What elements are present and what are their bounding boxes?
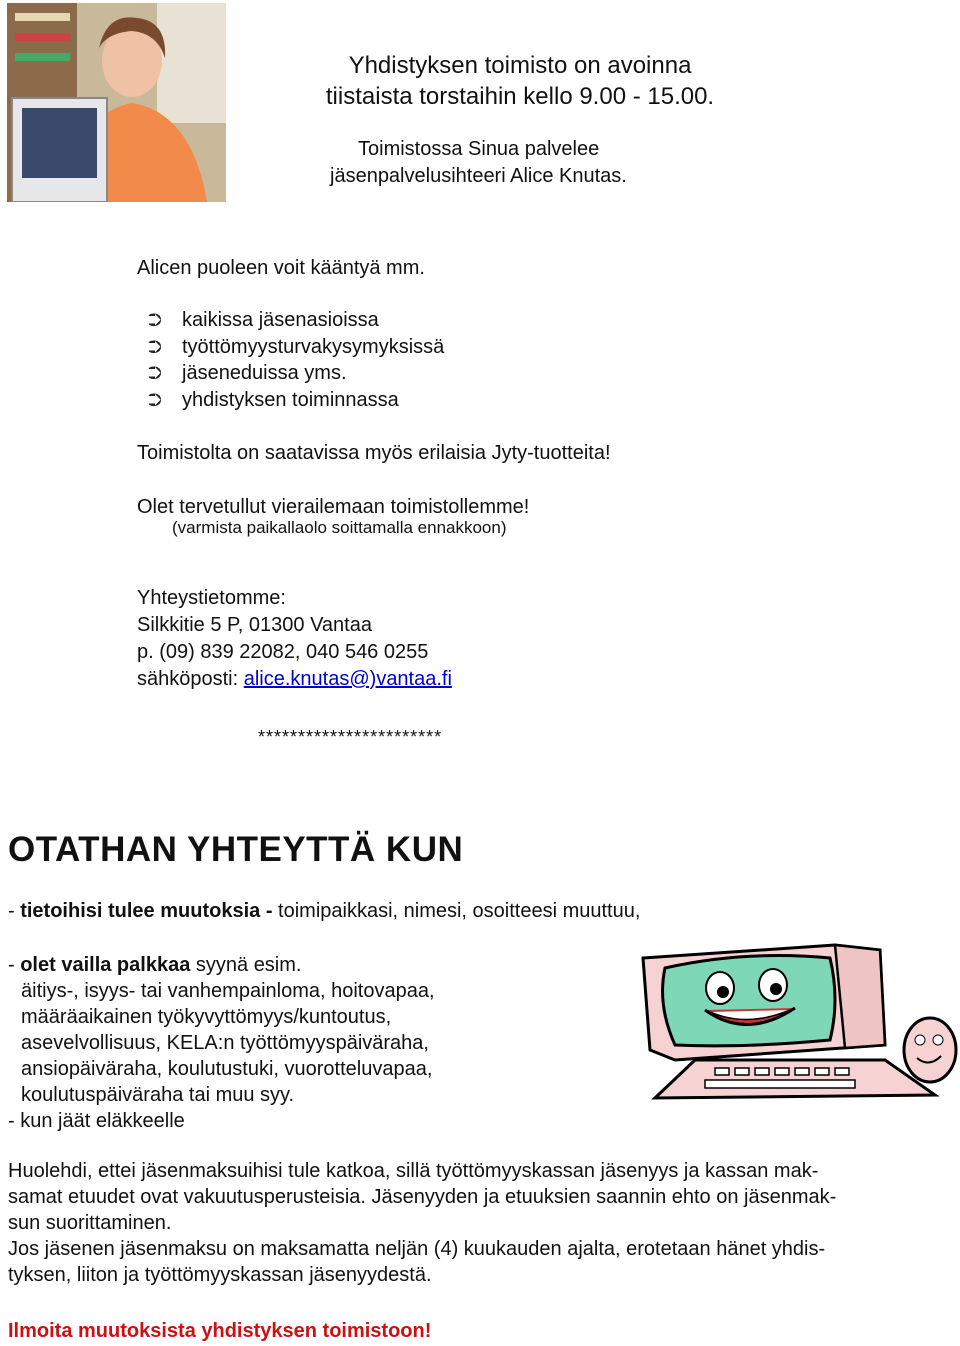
retire-line: - kun jäät eläkkeelle (8, 1110, 185, 1132)
arrow-bullet-icon: ⮊ (148, 389, 162, 410)
intro-text: Alicen puoleen voit kääntyä mm. (137, 257, 425, 279)
list-item (148, 387, 444, 414)
list-item-text: jäseneduissa yms. (182, 362, 347, 385)
change-prefix: - (8, 900, 21, 922)
reason-line: koulutuspäiväraha tai muu syy. (21, 1084, 295, 1106)
service-line1: Toimistossa Sinua palvelee (358, 138, 600, 160)
change-rest: toimipaikkasi, nimesi, osoitteesi muuttuu, (278, 900, 641, 922)
reason-line: ansiopäiväraha, koulutustuki, vuorotteluvapaa, (21, 1058, 433, 1080)
products-text: Toimistolta on saatavissa myös erilaisia Jyty-tuotteita! (137, 442, 611, 464)
arrow-bullet-icon: ⮊ (148, 336, 162, 357)
closing-line: samat etuudet ovat vakuutusperusteisia. Jäsenyyden ja etuuksien saannin ehto on jäsenmak- (8, 1186, 837, 1208)
unpaid-bold: olet vailla palkkaa (20, 954, 191, 976)
change-item (8, 898, 953, 924)
unpaid-line (8, 952, 628, 978)
list-item (148, 307, 444, 334)
list-item-text: työttömyysturvakysymyksissä (182, 335, 445, 358)
final-call-to-action: Ilmoita muutoksista yhdistyksen toimistoon! (8, 1320, 432, 1342)
separator: *********************** (258, 727, 443, 747)
email-label: sähköposti: (137, 668, 244, 690)
contact-info (137, 585, 452, 693)
unpaid-prefix: - (8, 954, 21, 976)
closing-line: Jos jäsenen jäsenmaksu on maksamatta neljän (4) kuukauden ajalta, erotetaan hänet yhdis- (8, 1238, 826, 1260)
reason-line: määräaikainen työkyvyttömyys/kuntoutus, (21, 1006, 392, 1028)
service-info (330, 136, 660, 190)
welcome-text: Olet tervetullut vierailemaan toimistollemme! (137, 496, 530, 518)
change-bold: tietoihisi tulee muutoksia - (20, 900, 279, 922)
office-hours-line1: Yhdistyksen toimisto on avoinna (348, 52, 692, 79)
service-line2: jäsenpalvelusihteeri Alice Knutas. (330, 165, 627, 187)
closing-line: tyksen, liiton ja työttömyyskassan jäsenyydestä. (8, 1264, 432, 1286)
section-heading: OTATHAN YHTEYTTÄ KUN (8, 830, 464, 869)
contact-email-row (137, 666, 452, 693)
contact-phone: p. (09) 839 22082, 040 546 0255 (137, 641, 429, 663)
unpaid-item (8, 952, 628, 1134)
list-item-text: kaikissa jäsenasioissa (182, 309, 379, 332)
office-hours-line2: tiistaista torstaihin kello 9.00 - 15.00. (325, 83, 715, 110)
arrow-bullet-icon: ⮊ (148, 363, 162, 384)
closing-line: sun suorittaminen. (8, 1212, 172, 1234)
secretary-photo (7, 3, 226, 202)
list-item (148, 360, 444, 387)
reason-line: asevelvollisuus, KELA:n työttömyyspäiväraha, (21, 1032, 429, 1054)
closing-paragraph (8, 1158, 953, 1288)
list-item-text: yhdistyksen toiminnassa (182, 388, 399, 411)
list-item (148, 334, 444, 361)
reason-line: äitiys-, isyys- tai vanhempainloma, hoitovapaa, (21, 980, 435, 1002)
closing-line: Huolehdi, ettei jäsenmaksuihisi tule katkoa, sillä työttömyyskassan jäsenyys ja kassan mak- (8, 1160, 819, 1182)
office-hours (270, 50, 770, 112)
contact-label: Yhteystietomme: (137, 587, 286, 609)
cartoon-computer-illustration (635, 940, 960, 1105)
email-link[interactable]: alice.knutas@)vantaa.fi (243, 668, 452, 690)
unpaid-rest: syynä esim. (190, 954, 302, 976)
topics-list (148, 307, 444, 413)
contact-address: Silkkitie 5 P, 01300 Vantaa (137, 614, 372, 636)
welcome-note: (varmista paikallaolo soittamalla ennakkoon) (172, 518, 507, 537)
arrow-bullet-icon: ⮊ (148, 310, 162, 331)
